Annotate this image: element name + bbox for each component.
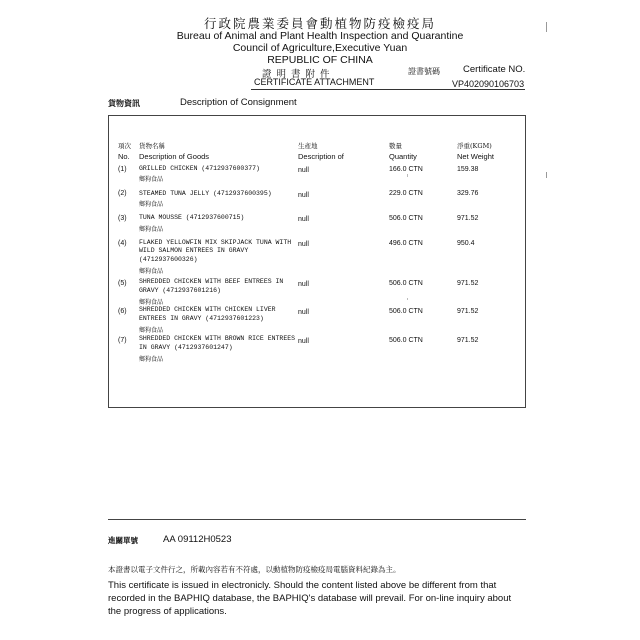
quantity-value: 506.0 CTN <box>389 280 423 287</box>
header-weight: Net Weight <box>457 152 494 161</box>
goods-description: ENTREES IN GRAVY (4712937601223) <box>139 315 264 322</box>
weight-value: 159.38 <box>457 166 479 173</box>
goods-description-zh: 鄉狗食品 <box>139 356 164 363</box>
scan-edge-mark <box>546 22 547 32</box>
header-goods-zh: 貨物名稱 <box>139 142 165 150</box>
footer-divider <box>108 519 526 520</box>
origin-value: null <box>298 167 309 174</box>
weight-value: 950.4 <box>457 240 475 247</box>
attachment-title-chinese: 證明書附件 <box>262 69 335 80</box>
electronic-notice-chinese: 本證書以電子文件行之，所載內容若有不符處，以動植物防疫檢疫局電腦資料紀錄為主。 <box>108 565 401 574</box>
weight-value: 971.52 <box>457 308 479 315</box>
weight-value: 971.52 <box>457 215 479 222</box>
header-no: No. <box>118 152 130 161</box>
goods-description: SHREDDED CHICKEN WITH BEEF ENTREES IN <box>139 278 284 285</box>
row-number: (5) <box>118 280 127 287</box>
header-quantity: Quantity <box>389 152 417 161</box>
consignment-table <box>108 115 526 408</box>
origin-value: null <box>298 192 309 199</box>
certificate-number-label: Certificate NO. <box>463 64 526 75</box>
row-number: (1) <box>118 166 127 173</box>
weight-value: 329.76 <box>457 190 479 197</box>
goods-description: IN GRAVY (4712937601247) <box>139 344 233 351</box>
scan-edge-mark <box>546 172 547 178</box>
quantity-value: 506.0 CTN <box>389 308 423 315</box>
quantity-value: 506.0 CTN <box>389 215 423 222</box>
origin-value: null <box>298 309 309 316</box>
quantity-value: 229.0 CTN <box>389 190 423 197</box>
consignment-label-chinese: 貨物資訊 <box>108 98 140 108</box>
goods-description: GRILLED CHICKEN (4712937600377) <box>139 165 260 172</box>
reference-number-value: AA 09112H0523 <box>163 534 232 545</box>
header-quantity-zh: 數量 <box>389 142 402 150</box>
goods-description: GRAVY (4712937601216) <box>139 287 221 294</box>
header-origin-zh: 生產地 <box>298 142 318 150</box>
row-number: (4) <box>118 240 127 247</box>
reference-number-label-chinese: 進關單號 <box>108 536 138 545</box>
goods-description: (4712937600326) <box>139 256 198 263</box>
bureau-title-chinese: 行政院農業委員會動植物防疫檢疫局 <box>203 16 436 31</box>
goods-description: SHREDDED CHICKEN WITH BROWN RICE ENTREES <box>139 335 296 342</box>
origin-value: null <box>298 281 309 288</box>
quantity-value: 506.0 CTN <box>389 337 423 344</box>
goods-description-zh: 鄉狗食品 <box>139 176 164 183</box>
header-no-zh: 項次 <box>118 142 131 150</box>
origin-value: null <box>298 338 309 345</box>
scan-speck <box>407 174 408 177</box>
electronic-notice-english: This certificate is issued in electronicly. Should the content listed above be different from that recorded in the BAPHIQ database, the BAPHIQ's database will prevail. For on-line inquiry about the progress of applications. <box>108 580 512 617</box>
goods-description: FLAKED YELLOWFIN MIX SKIPJACK TUNA WITH <box>139 239 292 246</box>
weight-value: 971.52 <box>457 337 479 344</box>
row-number: (7) <box>118 337 127 344</box>
goods-description-zh: 鄉狗食品 <box>139 327 164 334</box>
scan-speck <box>407 298 408 300</box>
certificate-number-label-chinese: 證書號碼 <box>408 67 440 76</box>
goods-description: STEAMED TUNA JELLY (4712937600395) <box>139 190 272 197</box>
header-goods: Description of Goods <box>139 152 210 161</box>
consignment-label: Description of Consignment <box>180 97 297 108</box>
origin-value: null <box>298 216 309 223</box>
row-number: (6) <box>118 308 127 315</box>
header-underline <box>251 89 525 90</box>
country-title: REPUBLIC OF CHINA <box>267 54 373 66</box>
goods-description-zh: 鄉狗食品 <box>139 299 164 306</box>
bureau-title-english: Bureau of Animal and Plant Health Inspection and Quarantine <box>176 30 464 42</box>
row-number: (3) <box>118 215 127 222</box>
goods-description-zh: 鄉狗食品 <box>139 226 164 233</box>
weight-value: 971.52 <box>457 280 479 287</box>
origin-value: null <box>298 241 309 248</box>
attachment-title-english: CERTIFICATE ATTACHMENT <box>254 77 375 87</box>
council-title: Council of Agriculture,Executive Yuan <box>232 42 408 54</box>
goods-description: TUNA MOUSSE (4712937600715) <box>139 214 245 221</box>
header-origin: Description of <box>298 152 344 161</box>
goods-description-zh: 鄉狗食品 <box>139 201 164 208</box>
goods-description-zh: 鄉狗食品 <box>139 268 164 275</box>
certificate-number-value: VP402090106703 <box>452 79 525 89</box>
header-weight-zh: 淨重(KGM) <box>457 142 492 150</box>
goods-description: SHREDDED CHICKEN WITH CHICKEN LIVER <box>139 306 276 313</box>
quantity-value: 166.0 CTN <box>389 166 423 173</box>
quantity-value: 496.0 CTN <box>389 240 423 247</box>
row-number: (2) <box>118 190 127 197</box>
goods-description: WILD SALMON ENTREES IN GRAVY <box>139 247 249 254</box>
